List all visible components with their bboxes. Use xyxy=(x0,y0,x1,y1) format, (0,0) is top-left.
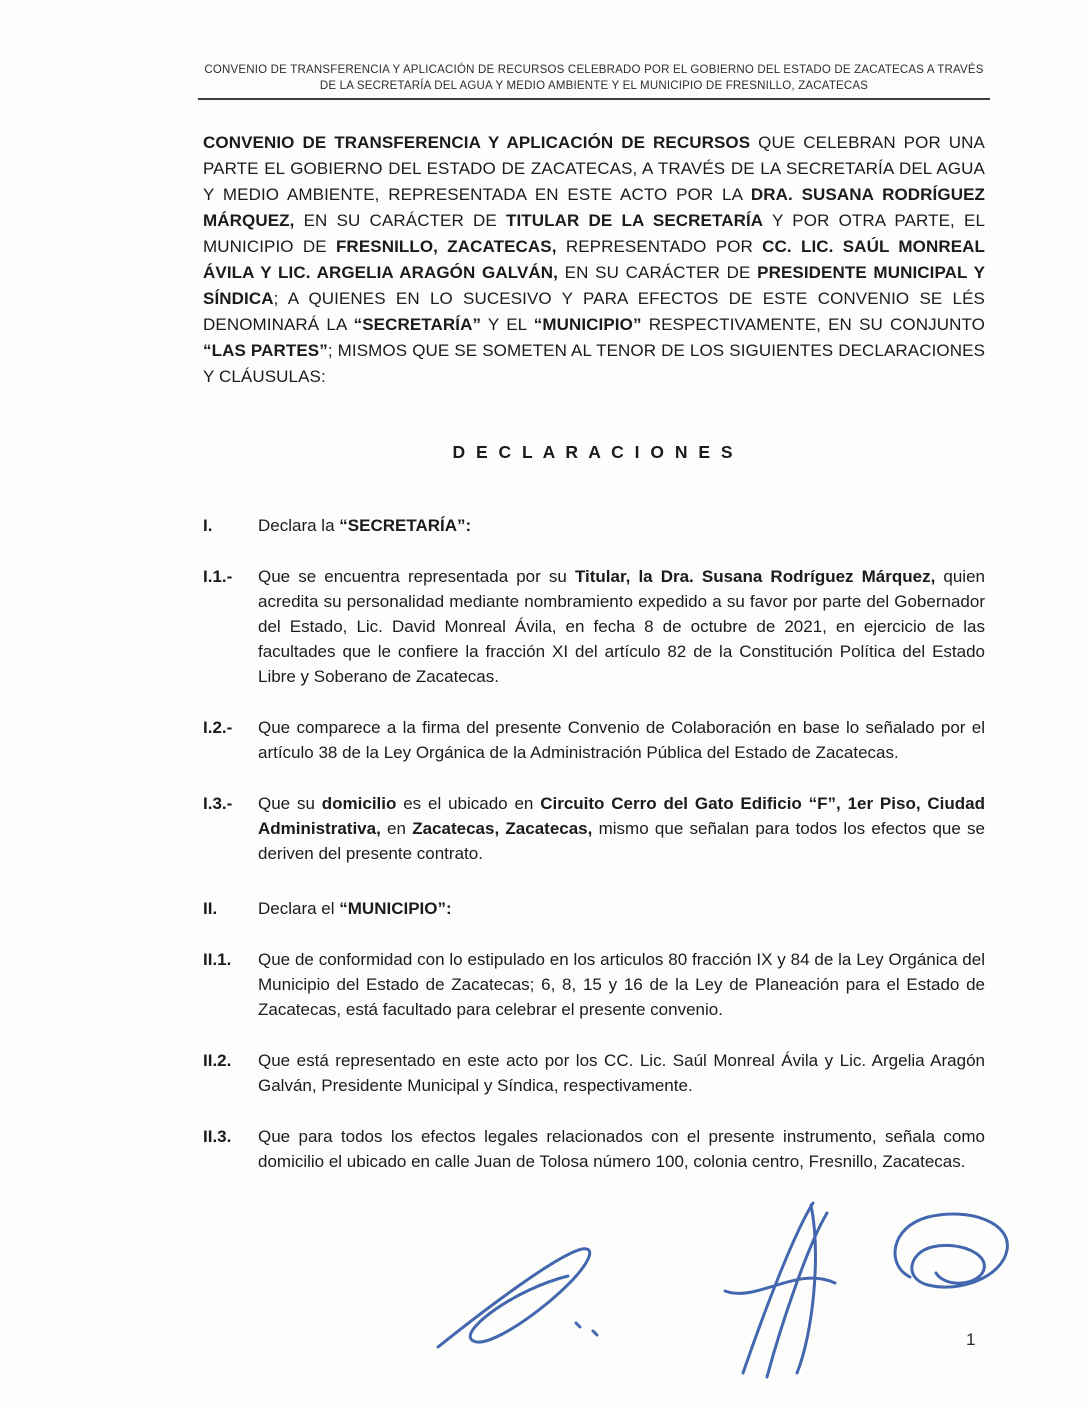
clause-heading-I xyxy=(203,513,985,538)
clause-text xyxy=(258,1048,985,1098)
text-run: Que de conformidad con lo estipulado en los articulos 80 fracción IX y 84 de la Ley Orgánica del Municipio del Estado de Zacatecas; 6, 8, 15 y 16 de la Ley de Planeación para el Estado de Zacatecas, está facultado para celebrar el presente convenio. xyxy=(258,950,985,1019)
clause-text xyxy=(258,947,985,1022)
text-run: quien acredita su personalidad mediante nombramiento expedido a su favor por parte del Gobernador del Estado, Lic. David Monreal Ávila, en fecha 8 de octubre de 2021, en ejercicio de las facultades que le confiere la fracción XI del artículo 82 de la Constitución Política del Estado Libre y Soberano de Zacatecas. xyxy=(258,567,985,686)
signature-stroke xyxy=(895,1214,1007,1287)
clause-label: I.2.- xyxy=(203,718,233,737)
clause-text xyxy=(258,1124,985,1174)
clause-I-2 xyxy=(203,715,985,765)
clause-label: II.3. xyxy=(203,1127,232,1146)
text-run: EN SU CARÁCTER DE xyxy=(294,211,506,230)
signature-stroke xyxy=(438,1249,597,1347)
text-run-bold: FRESNILLO, ZACATECAS, xyxy=(335,237,557,256)
signature-scribble-1 xyxy=(430,1235,625,1370)
text-run-bold: “SECRETARÍA” xyxy=(353,315,482,334)
declarations-title: D E C L A R A C I O N E S xyxy=(452,442,736,462)
clause-label: II. xyxy=(203,899,218,918)
clause-label: I. xyxy=(203,516,213,535)
text-run: Declara el xyxy=(258,899,340,918)
text-run-bold: “SECRETARÍA”: xyxy=(339,516,472,535)
clause-I-3 xyxy=(203,791,985,866)
clause-text xyxy=(258,564,985,689)
text-run: mismo que señalan para todos los efectos que se deriven del presente contrato. xyxy=(258,819,986,863)
text-run-bold: CC. LIC. SAÚL MONREAL ÁVILA Y LIC. ARGELIA ARAGÓN GALVÁN, xyxy=(203,237,986,282)
signature-scribble-2 xyxy=(715,1195,870,1385)
text-run-bold: Titular, la Dra. Susana Rodríguez Márquez, xyxy=(574,567,936,586)
text-run-bold: “MUNICIPIO” xyxy=(533,315,642,334)
header-line-2: DE LA SECRETARÍA DEL AGUA Y MEDIO AMBIENTE Y EL MUNICIPIO DE FRESNILLO, ZACATECAS xyxy=(319,80,869,93)
clause-text xyxy=(258,896,985,921)
text-run: Y EL xyxy=(481,315,534,334)
text-run-bold: PRESIDENTE MUNICIPAL Y SÍNDICA xyxy=(203,263,986,308)
clause-II-3 xyxy=(203,1124,985,1174)
text-run-bold: DRA. SUSANA RODRÍGUEZ MÁRQUEZ, xyxy=(203,185,985,230)
text-run: RESPECTIVAMENTE, EN SU CONJUNTO xyxy=(641,315,985,334)
text-run-bold: domicilio xyxy=(321,794,397,813)
clause-label: I.1.- xyxy=(203,567,233,586)
text-run: EN SU CARÁCTER DE xyxy=(557,263,758,282)
clause-heading-II xyxy=(203,896,985,921)
declarations-list xyxy=(203,513,985,1174)
signature-stroke xyxy=(725,1203,835,1377)
text-run: Declara la xyxy=(258,516,340,535)
text-run: Que comparece a la firma del presente Convenio de Colaboración en base lo señalado por el artículo 38 de la Ley Orgánica de la Administración Pública del Estado de Zacatecas. xyxy=(258,718,985,762)
text-run-bold: Circuito Cerro del Gato Edificio “F”, 1er Piso, Ciudad Administrativa, xyxy=(258,794,985,838)
text-run: Y POR OTRA PARTE, EL MUNICIPIO DE xyxy=(203,211,986,256)
text-run-bold: CONVENIO DE TRANSFERENCIA Y APLICACIÓN DE RECURSOS xyxy=(203,133,751,152)
clause-label: II.2. xyxy=(203,1051,232,1070)
clause-I-1 xyxy=(203,564,985,689)
document-body xyxy=(203,130,985,1200)
text-run: ; A QUIENES EN LO SUCESIVO Y PARA EFECTOS DE ESTE CONVENIO SE LÉS DENOMINARÁ LA xyxy=(203,289,985,334)
text-run: Que para todos los efectos legales relacionados con el presente instrumento, señala como domicilio el ubicado en calle Juan de Tolosa número 100, colonia centro, Fresnillo, Zacatecas. xyxy=(258,1127,985,1171)
clause-text xyxy=(258,513,985,538)
text-run: Que su xyxy=(258,794,322,813)
clause-label: I.3.- xyxy=(203,794,233,813)
clause-II-2 xyxy=(203,1048,985,1098)
intro-paragraph xyxy=(203,130,985,390)
text-run: es el ubicado en xyxy=(396,794,541,813)
text-run: Que está representado en este acto por los CC. Lic. Saúl Monreal Ávila y Lic. Argelia Aragón Galván, Presidente Municipal y Síndica, respectivamente. xyxy=(258,1051,985,1095)
text-run-bold: “LAS PARTES” xyxy=(203,341,328,360)
clause-text xyxy=(258,791,985,866)
text-run: Que se encuentra representada por su xyxy=(258,567,575,586)
page-number: 1 xyxy=(966,1330,976,1349)
text-run: QUE CELEBRAN POR UNA PARTE EL GOBIERNO DEL ESTADO DE ZACATECAS, A TRAVÉS DE LA SECRETARÍA DEL AGUA Y MEDIO AMBIENTE, REPRESENTADA EN ESTE ACTO POR LA xyxy=(203,133,985,204)
text-run: en xyxy=(380,819,413,838)
text-run: ; MISMOS QUE SE SOMETEN AL TENOR DE LOS SIGUIENTES DECLARACIONES Y CLÁUSULAS: xyxy=(203,341,986,386)
text-run-bold: TITULAR DE LA SECRETARÍA xyxy=(506,211,764,230)
text-run-bold: “MUNICIPIO”: xyxy=(339,899,452,918)
clause-II-1 xyxy=(203,947,985,1022)
signature-scribble-3 xyxy=(880,1205,1025,1315)
text-run: REPRESENTADO POR xyxy=(556,237,763,256)
clause-label: II.1. xyxy=(203,950,232,969)
text-run-bold: Zacatecas, Zacatecas, xyxy=(412,819,593,838)
document-header xyxy=(198,62,990,100)
header-line-1: CONVENIO DE TRANSFERENCIA Y APLICACIÓN DE RECURSOS CELEBRADO POR EL GOBIERNO DEL ESTADO DE ZACATECAS A TRAVÉS xyxy=(204,64,984,76)
clause-text xyxy=(258,715,985,765)
